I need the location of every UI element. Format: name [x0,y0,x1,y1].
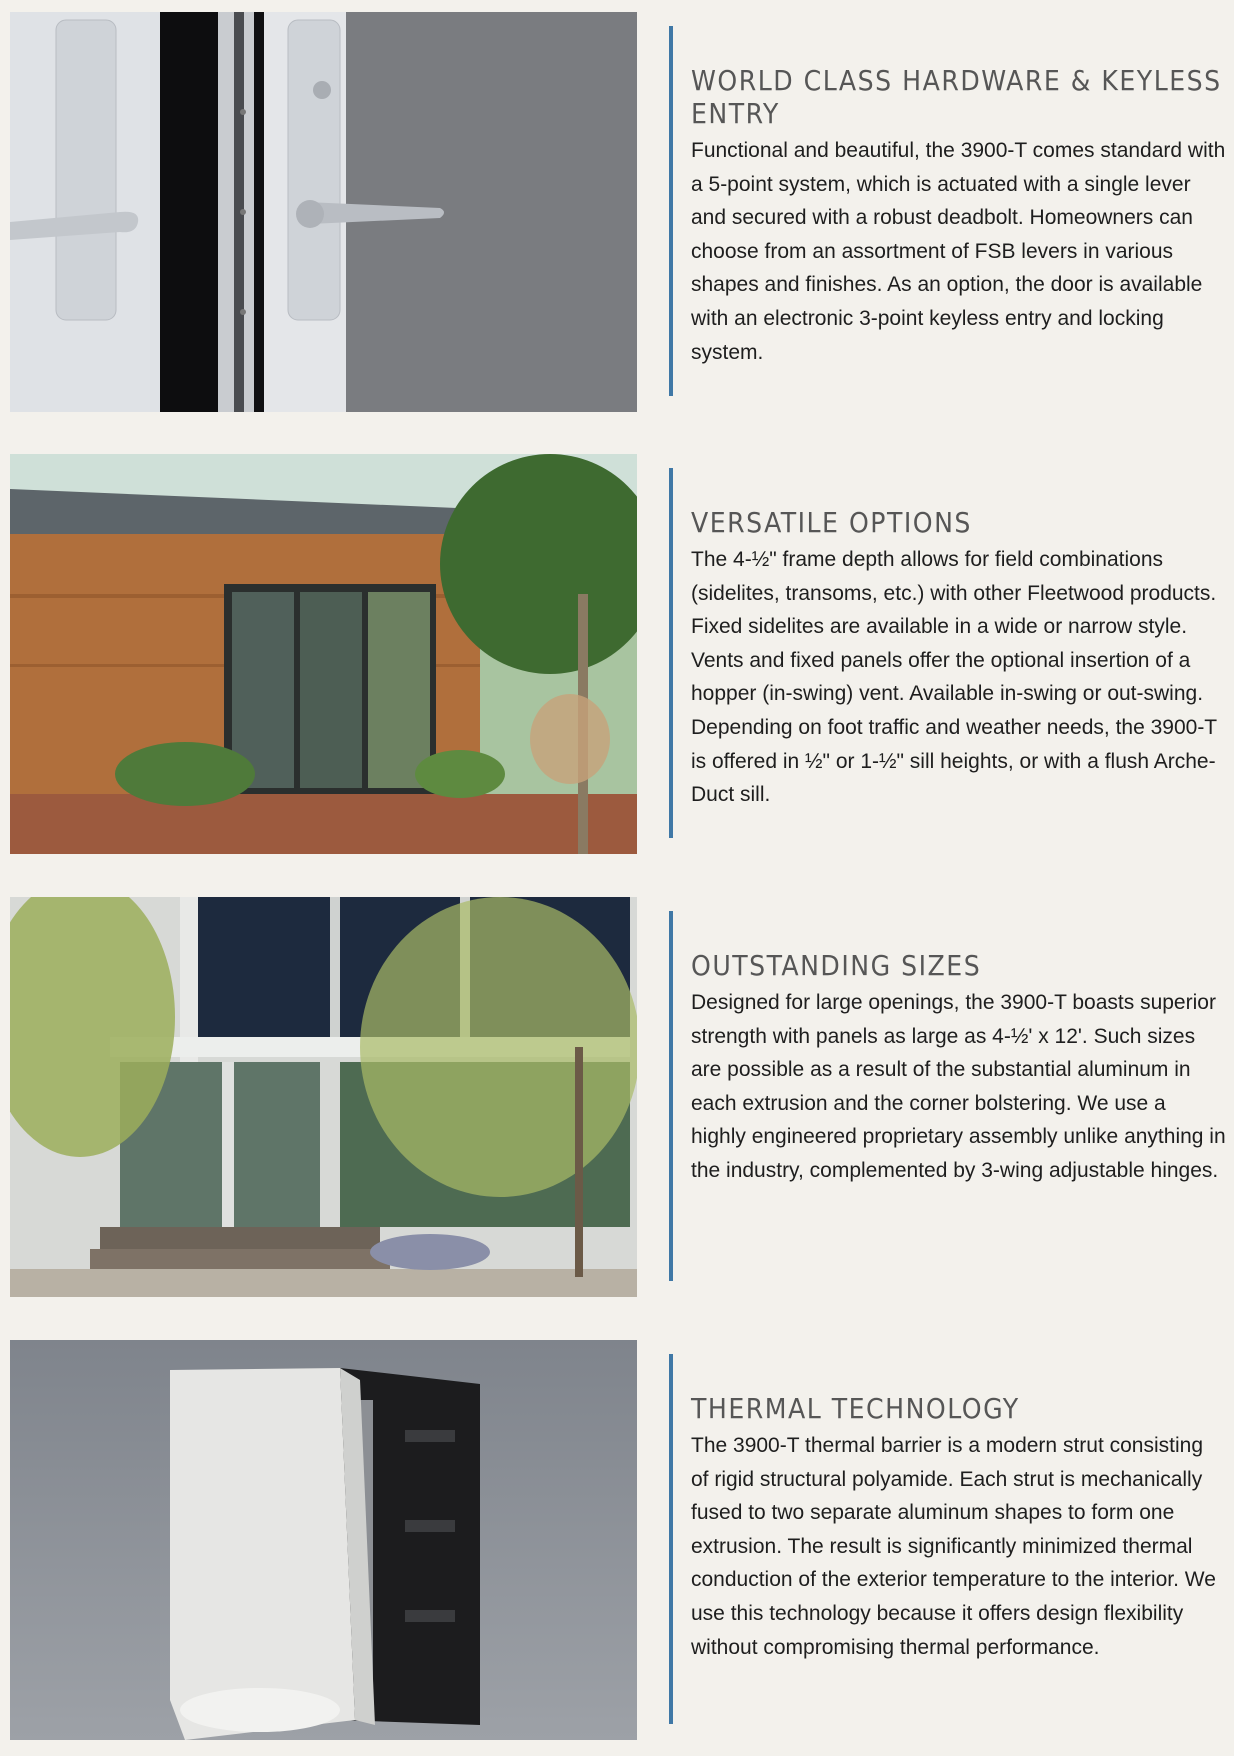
accent-rule [669,911,673,1281]
section-heading: VERSATILE OPTIONS [691,506,972,539]
section-heading: THERMAL TECHNOLOGY [691,1392,1020,1425]
door-hardware-photo [10,12,637,412]
feature-text [691,64,1226,369]
feature-text [691,1392,1226,1664]
section-body: The 3900-T thermal barrier is a modern strut consisting of rigid structural polyamide. Each strut is mechanically fused to two separate aluminum shapes to form one extrusion. The result is significantly minimized thermal conduction of the exterior temperature to the interior. We use this technology because it offers design flexibility without compromising thermal performance. [691,1434,1216,1659]
modern-house-photo [10,897,637,1297]
section-body: The 4-½" frame depth allows for field combinations (sidelites, transoms, etc.) with other Fleetwood products. Fixed sidelites are available in a wide or narrow style. Vents and fixed panels offer the optional insertion of a hopper (in-swing) vent. Available in-swing or out-swing. Depending on foot traffic and weather needs, the 3900-T is offered in ½" or 1-½" sill heights, or with a flush Arche-Duct sill. [691,548,1217,807]
feature-text [691,506,1226,812]
section-heading: WORLD CLASS HARDWARE & KEYLESS ENTRY [691,64,1222,130]
feature-section-options [0,454,1234,854]
accent-rule [669,26,673,396]
house-patio-photo [10,454,637,854]
feature-section-hardware [0,12,1234,412]
section-body: Functional and beautiful, the 3900-T comes standard with a 5-point system, which is actuated with a single lever and secured with a robust deadbolt. Homeowners can choose from an assortment of FSB levers in various shapes and finishes. As an option, the door is available with an electronic 3-point keyless entry and locking system. [691,139,1226,364]
house-with-doors-image [10,454,637,854]
thermal-extrusion-photo [10,1340,637,1740]
large-glass-door-image [10,897,637,1297]
feature-section-sizes [0,897,1234,1297]
door-lever-image [10,12,637,412]
section-heading: OUTSTANDING SIZES [691,949,982,982]
thermal-strut-image [10,1340,637,1740]
accent-rule [669,1354,673,1724]
section-body: Designed for large openings, the 3900-T boasts superior strength with panels as large as 4-½' x 12'. Such sizes are possible as a result of the substantial aluminum in each extrusion and the corner bolstering. We use a highly engineered proprietary assembly unlike anything in the industry, complemented by 3-wing adjustable hinges. [691,991,1226,1182]
feature-section-thermal [0,1340,1234,1740]
feature-text [691,949,1226,1188]
accent-rule [669,468,673,838]
